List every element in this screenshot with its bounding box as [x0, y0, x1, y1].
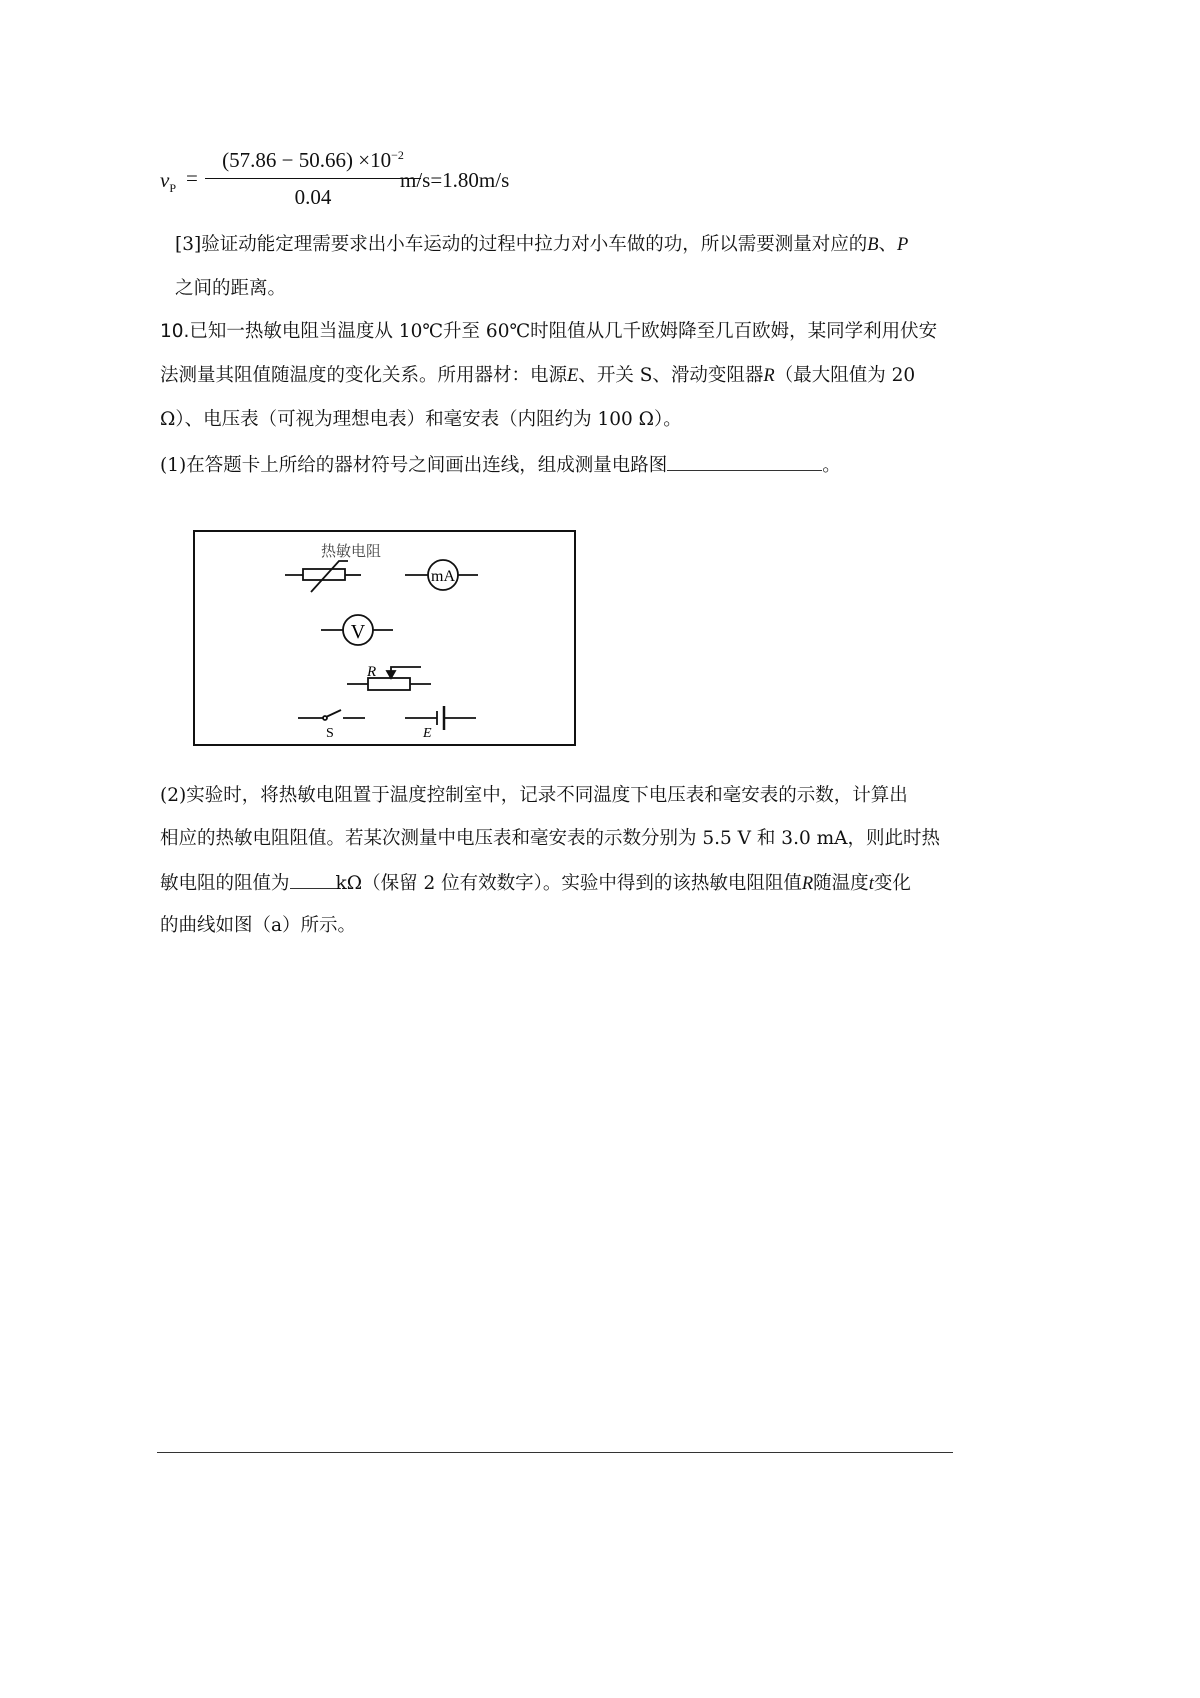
text: E	[567, 366, 579, 386]
text: kΩ（保留 2 位有效数字）。实验中得到的该热敏电阻阻值	[335, 873, 802, 894]
rheostat-symbol	[347, 667, 431, 690]
paragraph-3-line1	[175, 233, 908, 257]
text: 已知一热敏电阻当温度从 10℃升至 60℃时阻值从几千欧姆降至几百欧姆，某同学利用伏安	[189, 321, 938, 342]
text: [3]验证动能定理需要求出小车运动的过程中拉力对小车做的功，所以需要测量对应的	[175, 234, 868, 255]
text: t	[868, 874, 874, 894]
text: 、开关 S、滑动变阻器	[578, 365, 764, 386]
question-2-line1: (2)实验时，将热敏电阻置于温度控制室中，记录不同温度下电压表和毫安表的示数，计算出	[160, 785, 908, 806]
milliammeter-label: mA	[431, 568, 455, 585]
text: 随温度	[813, 873, 869, 894]
answer-blank[interactable]	[667, 452, 822, 471]
text: 法测量其阻值随温度的变化关系。所用器材：电源	[160, 365, 568, 386]
thermistor-label: 热敏电阻	[321, 544, 382, 560]
switch-label: S	[326, 726, 334, 741]
formula-subscript: P	[169, 181, 177, 196]
question-2-line2: 相应的热敏电阻阻值。若某次测量中电压表和毫安表的示数分别为 5.5 V 和 3.0 mA，则此时热	[160, 828, 941, 849]
thermistor-symbol	[285, 561, 361, 592]
question-1	[160, 452, 841, 478]
formula-denominator: 0.04	[294, 185, 332, 209]
voltmeter-label: V	[350, 621, 366, 643]
switch-symbol	[298, 710, 365, 720]
battery-symbol	[405, 706, 476, 730]
answer-blank[interactable]	[290, 870, 336, 889]
text: 敏电阻的阻值为	[160, 873, 290, 894]
text: (1)在答题卡上所给的器材符号之间画出连线，组成测量电路图	[160, 455, 668, 476]
text: P	[897, 235, 909, 255]
formula-numerator: (57.86 − 50.66) ×10	[222, 148, 392, 172]
rheostat-label: R	[367, 664, 377, 680]
question-10-line1	[160, 320, 937, 344]
formula-equals: =	[186, 166, 198, 190]
diagram-frame	[194, 531, 575, 745]
question-10-line2	[160, 364, 915, 388]
text: 、	[878, 234, 898, 255]
text: 。	[822, 455, 841, 476]
circuit-components-diagram	[193, 530, 578, 748]
formula-variable: v	[160, 168, 170, 192]
text: R	[763, 366, 775, 386]
text: R	[801, 874, 814, 894]
question-number: 10.	[160, 321, 190, 342]
paragraph-3-line2: 之间的距离。	[175, 278, 287, 299]
question-10-line3: Ω）、电压表（可视为理想电表）和毫安表（内阻约为 100 Ω）。	[160, 409, 682, 430]
question-2-line4: 的曲线如图（a）所示。	[160, 915, 357, 936]
battery-label: E	[423, 726, 432, 741]
formula-exponent: −2	[391, 148, 404, 162]
text: B	[867, 235, 879, 255]
formula-fraction	[205, 148, 421, 210]
text: 变化	[873, 873, 911, 894]
formula-result: m/s=1.80m/s	[400, 168, 510, 192]
text: （最大阻值为 20	[774, 365, 916, 386]
question-2-line3	[160, 870, 911, 896]
footer-divider	[157, 1452, 953, 1453]
